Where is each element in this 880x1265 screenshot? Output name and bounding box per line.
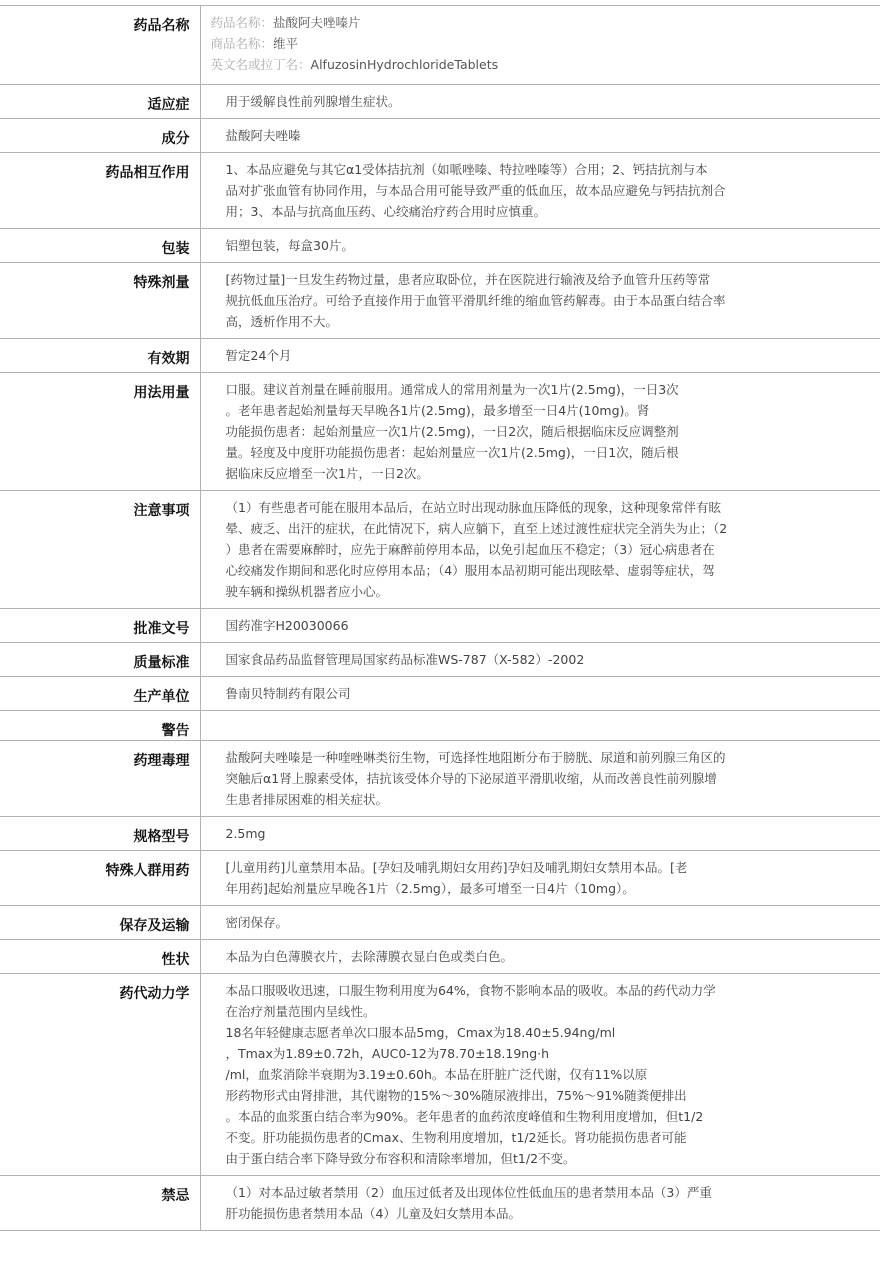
drug-name-cell <box>200 6 880 85</box>
row-value: [药物过量]一旦发生药物过量，患者应取卧位，并在医院进行输液及给予血管升压药等常 规抗低血压治疗。可给予直接作用于血管平滑肌纤维的缩血管药解毒。由于本品蛋白结合率 高，透析作用不大。 <box>200 263 880 339</box>
row-dosage <box>0 373 880 491</box>
generic-name <box>211 12 821 33</box>
row-label: 包装 <box>0 229 200 263</box>
row-label: 药品相互作用 <box>0 153 200 229</box>
row-precautions <box>0 491 880 609</box>
row-label: 性状 <box>0 940 200 974</box>
row-label: 特殊剂量 <box>0 263 200 339</box>
row-value <box>200 711 880 741</box>
generic-name-value: 盐酸阿夫唑嗪片 <box>273 15 361 30</box>
row-label: 禁忌 <box>0 1176 200 1231</box>
row-warning <box>0 711 880 741</box>
row-specification <box>0 817 880 851</box>
row-label: 药代动力学 <box>0 974 200 1176</box>
row-label: 警告 <box>0 711 200 741</box>
row-label: 特殊人群用药 <box>0 851 200 906</box>
row-value: 盐酸阿夫唑嗪是一种喹唑啉类衍生物，可选择性地阻断分布于膀胱、尿道和前列腺三角区的 突触后α1肾上腺素受体，拮抗该受体介导的下泌尿道平滑肌收缩，从而改善良性前列腺增 生患者排尿困难的相关症状。 <box>200 741 880 817</box>
row-ingredients <box>0 119 880 153</box>
row-label: 保存及运输 <box>0 906 200 940</box>
row-value: 鲁南贝特制药有限公司 <box>200 677 880 711</box>
row-drug-name <box>0 6 880 85</box>
english-name-key: 英文名或拉丁名： <box>210 57 311 72</box>
row-value: 国药准字H20030066 <box>200 609 880 643</box>
row-label: 药理毒理 <box>0 741 200 817</box>
row-appearance <box>0 940 880 974</box>
drug-spec-table <box>0 5 880 1231</box>
row-storage <box>0 906 880 940</box>
english-name-value: AlfuzosinHydrochlorideTablets <box>310 57 499 72</box>
row-label: 生产单位 <box>0 677 200 711</box>
row-value: （1）有些患者可能在服用本品后，在站立时出现动脉血压降低的现象，这种现象常伴有眩 晕、疲乏、出汗的症状，在此情况下，病人应躺下，直至上述过渡性症状完全消失为止；（2 ）患者在需要麻醉时，应先于麻醉前停用本品，以免引起血压不稳定；（3）冠心病患者在 心绞痛发作期间和恶化时应停用本品；（4）服用本品初期可能出现眩晕、虚弱等症状，驾 驶车辆和操纵机器者应小心。 <box>200 491 880 609</box>
row-pharmacokinetics <box>0 974 880 1176</box>
trade-name-value: 维平 <box>273 36 299 51</box>
row-standard <box>0 643 880 677</box>
row-value: 国家食品药品监督管理局国家药品标准WS-787（X-582）-2002 <box>200 643 880 677</box>
row-pharmacology <box>0 741 880 817</box>
row-label: 药品名称 <box>0 6 200 85</box>
row-value: 盐酸阿夫唑嗪 <box>200 119 880 153</box>
english-name <box>211 54 821 75</box>
row-value: 密闭保存。 <box>200 906 880 940</box>
row-label: 批准文号 <box>0 609 200 643</box>
row-indications <box>0 85 880 119</box>
row-value: 2.5mg <box>200 817 880 851</box>
row-approval <box>0 609 880 643</box>
row-package <box>0 229 880 263</box>
row-special_groups <box>0 851 880 906</box>
trade-name-key: 商品名称： <box>210 36 274 51</box>
row-label: 规格型号 <box>0 817 200 851</box>
row-value: 本品为白色薄膜衣片，去除薄膜衣显白色或类白色。 <box>200 940 880 974</box>
row-value: 用于缓解良性前列腺增生症状。 <box>200 85 880 119</box>
row-label: 质量标准 <box>0 643 200 677</box>
row-contraindications <box>0 1176 880 1231</box>
row-label: 成分 <box>0 119 200 153</box>
row-value: 暂定24个月 <box>200 339 880 373</box>
row-value: [儿童用药]儿童禁用本品。[孕妇及哺乳期妇女用药]孕妇及哺乳期妇女禁用本品。[老 年用药]起始剂量应早晚各1片（2.5mg），最多可增至一日4片（10mg）。 <box>200 851 880 906</box>
row-overdose <box>0 263 880 339</box>
generic-name-key: 药品名称： <box>210 15 274 30</box>
row-value: 口服。建议首剂量在睡前服用。通常成人的常用剂量为一次1片(2.5mg)，一日3次 。老年患者起始剂量每天早晚各1片(2.5mg)，最多增至一日4片(10mg)。肾 功能损伤患者：起始剂量应一次1片(2.5mg)，一日2次，随后根据临床反应调整剂 量。轻度及中度肝功能损伤患者：起始剂量应一次1片(2.5mg)，一日1次，随后根 据临床反应增至一次1片，一日2次。 <box>200 373 880 491</box>
row-value: 铝塑包装，每盒30片。 <box>200 229 880 263</box>
row-label: 有效期 <box>0 339 200 373</box>
row-value: 1、本品应避免与其它α1受体拮抗剂（如哌唑嗪、特拉唑嗪等）合用；2、钙拮抗剂与本 品对扩张血管有协同作用，与本品合用可能导致严重的低血压，故本品应避免与钙拮抗剂合 用；3、本品与抗高血压药、心绞痛治疗药合用时应慎重。 <box>200 153 880 229</box>
row-label: 注意事项 <box>0 491 200 609</box>
row-label: 适应症 <box>0 85 200 119</box>
row-value: 本品口服吸收迅速，口服生物利用度为64%，食物不影响本品的吸收。本品的药代动力学 在治疗剂量范围内呈线性。 18名年轻健康志愿者单次口服本品5mg，Cmax为18.40±5.94ng/ml ，Tmax为1.89±0.72h，AUC0-12为78.70±18.19ng·h /ml，血浆消除半衰期为3.19±0.60h。本品在肝脏广泛代谢，仅有11%以原 形药物形式由肾排泄，其代谢物的15%～30%随尿液排出，75%～91%随粪便排出 。本品的血浆蛋白结合率为90%。老年患者的血药浓度峰值和生物利用度增加，但t1/2 不变。肝功能损伤患者的Cmax、生物利用度增加，t1/2延长。肾功能损伤患者可能 由于蛋白结合率下降导致分布容积和清除率增加，但t1/2不变。 <box>200 974 880 1176</box>
row-manufacturer <box>0 677 880 711</box>
row-value: （1）对本品过敏者禁用（2）血压过低者及出现体位性低血压的患者禁用本品（3）严重 肝功能损伤患者禁用本品（4）儿童及妇女禁用本品。 <box>200 1176 880 1231</box>
row-label: 用法用量 <box>0 373 200 491</box>
trade-name <box>211 33 821 54</box>
row-validity <box>0 339 880 373</box>
row-interactions <box>0 153 880 229</box>
